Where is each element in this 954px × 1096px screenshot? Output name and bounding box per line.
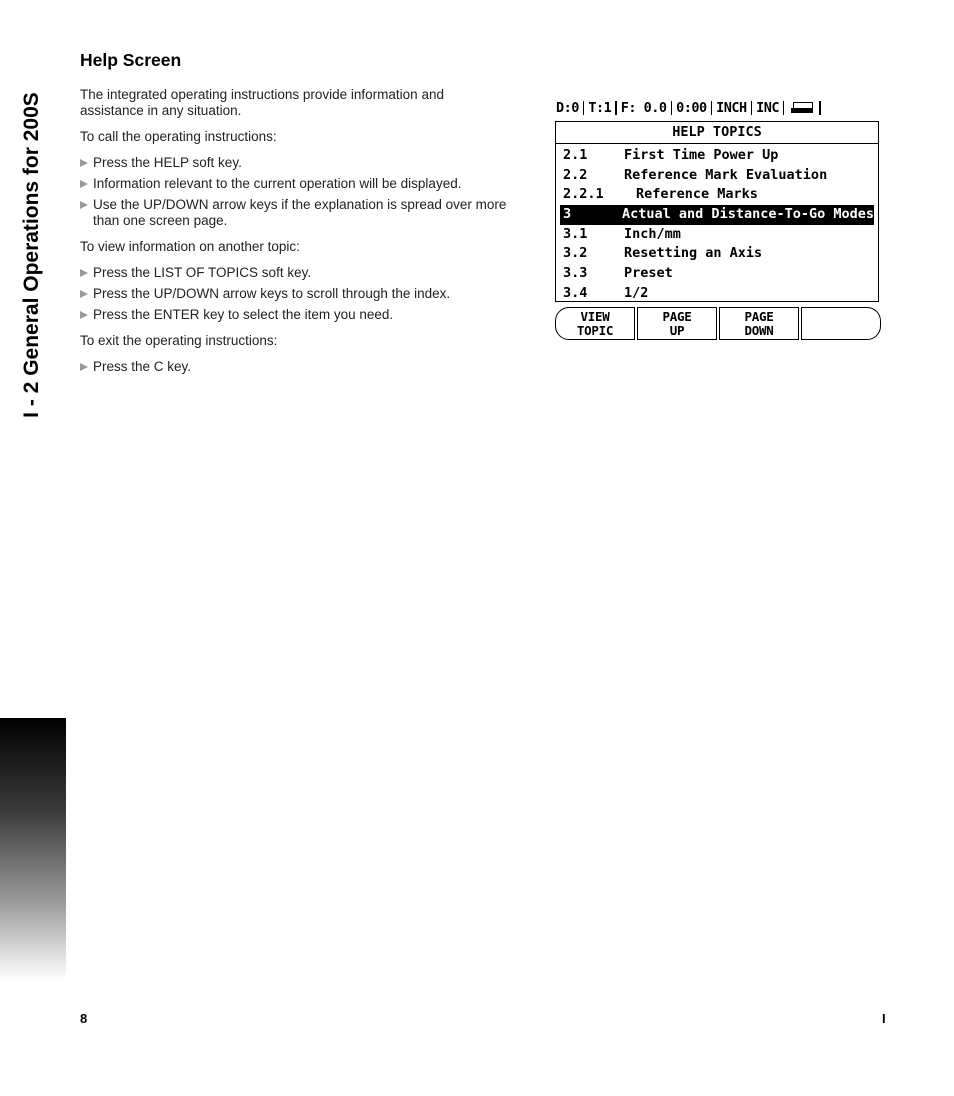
bullet-arrow-icon (80, 290, 88, 298)
bullet-arrow-icon (80, 311, 88, 319)
exit-label: To exit the operating instructions: (80, 333, 278, 348)
status-divider (615, 101, 617, 115)
list-item: Press the LIST OF TOPICS soft key. (80, 265, 510, 281)
bullet-arrow-icon (80, 363, 88, 371)
topic-number: 3 (563, 206, 572, 223)
topic-label: Reference Marks (636, 186, 758, 203)
status-unit: INCH (716, 100, 747, 116)
topic-row[interactable] (560, 166, 874, 186)
status-divider (583, 101, 585, 115)
chapter-sidebar (12, 40, 52, 470)
status-datum: D:0 (556, 100, 579, 116)
chapter-marker: I (882, 1011, 886, 1026)
list-item: Press the C key. (80, 359, 510, 375)
topic-label: 1/2 (624, 284, 649, 301)
status-tool: T:1 (588, 100, 612, 116)
view-topic-softkey[interactable] (555, 307, 635, 340)
softkey-label: PAGE (744, 308, 774, 324)
panel-title: HELP TOPICS (556, 122, 878, 144)
topic-number: 3.3 (563, 265, 588, 282)
topic-row[interactable] (560, 205, 874, 225)
status-divider (819, 101, 821, 115)
topic-number: 2.2 (563, 166, 588, 183)
topic-row[interactable] (560, 284, 874, 302)
softkey-label: DOWN (744, 322, 774, 338)
softkey-label: UP (669, 322, 685, 338)
topic-number: 3.2 (563, 245, 588, 262)
status-divider (783, 101, 785, 115)
blank-softkey[interactable] (801, 307, 881, 340)
intro-paragraph: The integrated operating instructions provide information and assistance in any situation. (80, 87, 444, 118)
list-item: Information relevant to the current operation will be displayed. (80, 176, 510, 192)
view-label: To view information on another topic: (80, 239, 300, 254)
softkey-label: TOPIC (576, 322, 614, 338)
page-down-softkey[interactable] (719, 307, 799, 340)
help-topics-panel (555, 121, 879, 302)
status-divider (711, 101, 713, 115)
call-label: To call the operating instructions: (80, 129, 277, 144)
topic-label: Reference Mark Evaluation (624, 166, 828, 183)
topic-number: 2.2.1 (563, 186, 604, 203)
bullet-arrow-icon (80, 201, 88, 209)
bullet-arrow-icon (80, 159, 88, 167)
printer-icon (791, 101, 815, 115)
topic-list (556, 144, 878, 302)
topic-number: 3.4 (563, 284, 588, 301)
softkey-bar (555, 307, 881, 341)
softkey-label: PAGE (662, 308, 692, 324)
list-item: Press the UP/DOWN arrow keys to scroll through the index. (80, 286, 510, 302)
softkey-label: VIEW (580, 308, 610, 324)
section-heading: Help Screen (80, 50, 182, 70)
topic-row[interactable] (560, 225, 874, 245)
bullet-arrow-icon (80, 269, 88, 277)
topic-label: First Time Power Up (624, 147, 779, 163)
topic-row[interactable] (560, 185, 874, 205)
list-item: Use the UP/DOWN arrow keys if the explanation is spread over more than one screen page. (80, 197, 510, 229)
topic-label: Actual and Distance-To-Go Modes (622, 206, 874, 223)
status-divider (751, 101, 753, 115)
topic-number: 3.1 (563, 225, 588, 242)
status-mode: INC (756, 100, 779, 116)
section-body (80, 87, 510, 385)
page-number: 8 (80, 1011, 88, 1026)
topic-label: Inch/mm (624, 225, 681, 242)
list-item: Press the ENTER key to select the item you need. (80, 307, 510, 323)
topic-row[interactable] (560, 264, 874, 284)
topic-label: Preset (624, 265, 673, 282)
status-divider (671, 101, 673, 115)
topic-row[interactable] (560, 146, 874, 166)
status-feed: F: 0.0 (620, 100, 667, 116)
page-up-softkey[interactable] (637, 307, 717, 340)
chapter-title: I - 2 General Operations for 200S (20, 92, 43, 418)
topic-label: Resetting an Axis (624, 245, 763, 262)
status-bar (556, 98, 825, 118)
topic-number: 2.1 (563, 147, 588, 163)
sidebar-gradient-tab (0, 718, 66, 980)
topic-row[interactable] (560, 244, 874, 264)
status-timer: 0:00 (676, 100, 707, 116)
bullet-arrow-icon (80, 180, 88, 188)
list-item: Press the HELP soft key. (80, 155, 510, 171)
